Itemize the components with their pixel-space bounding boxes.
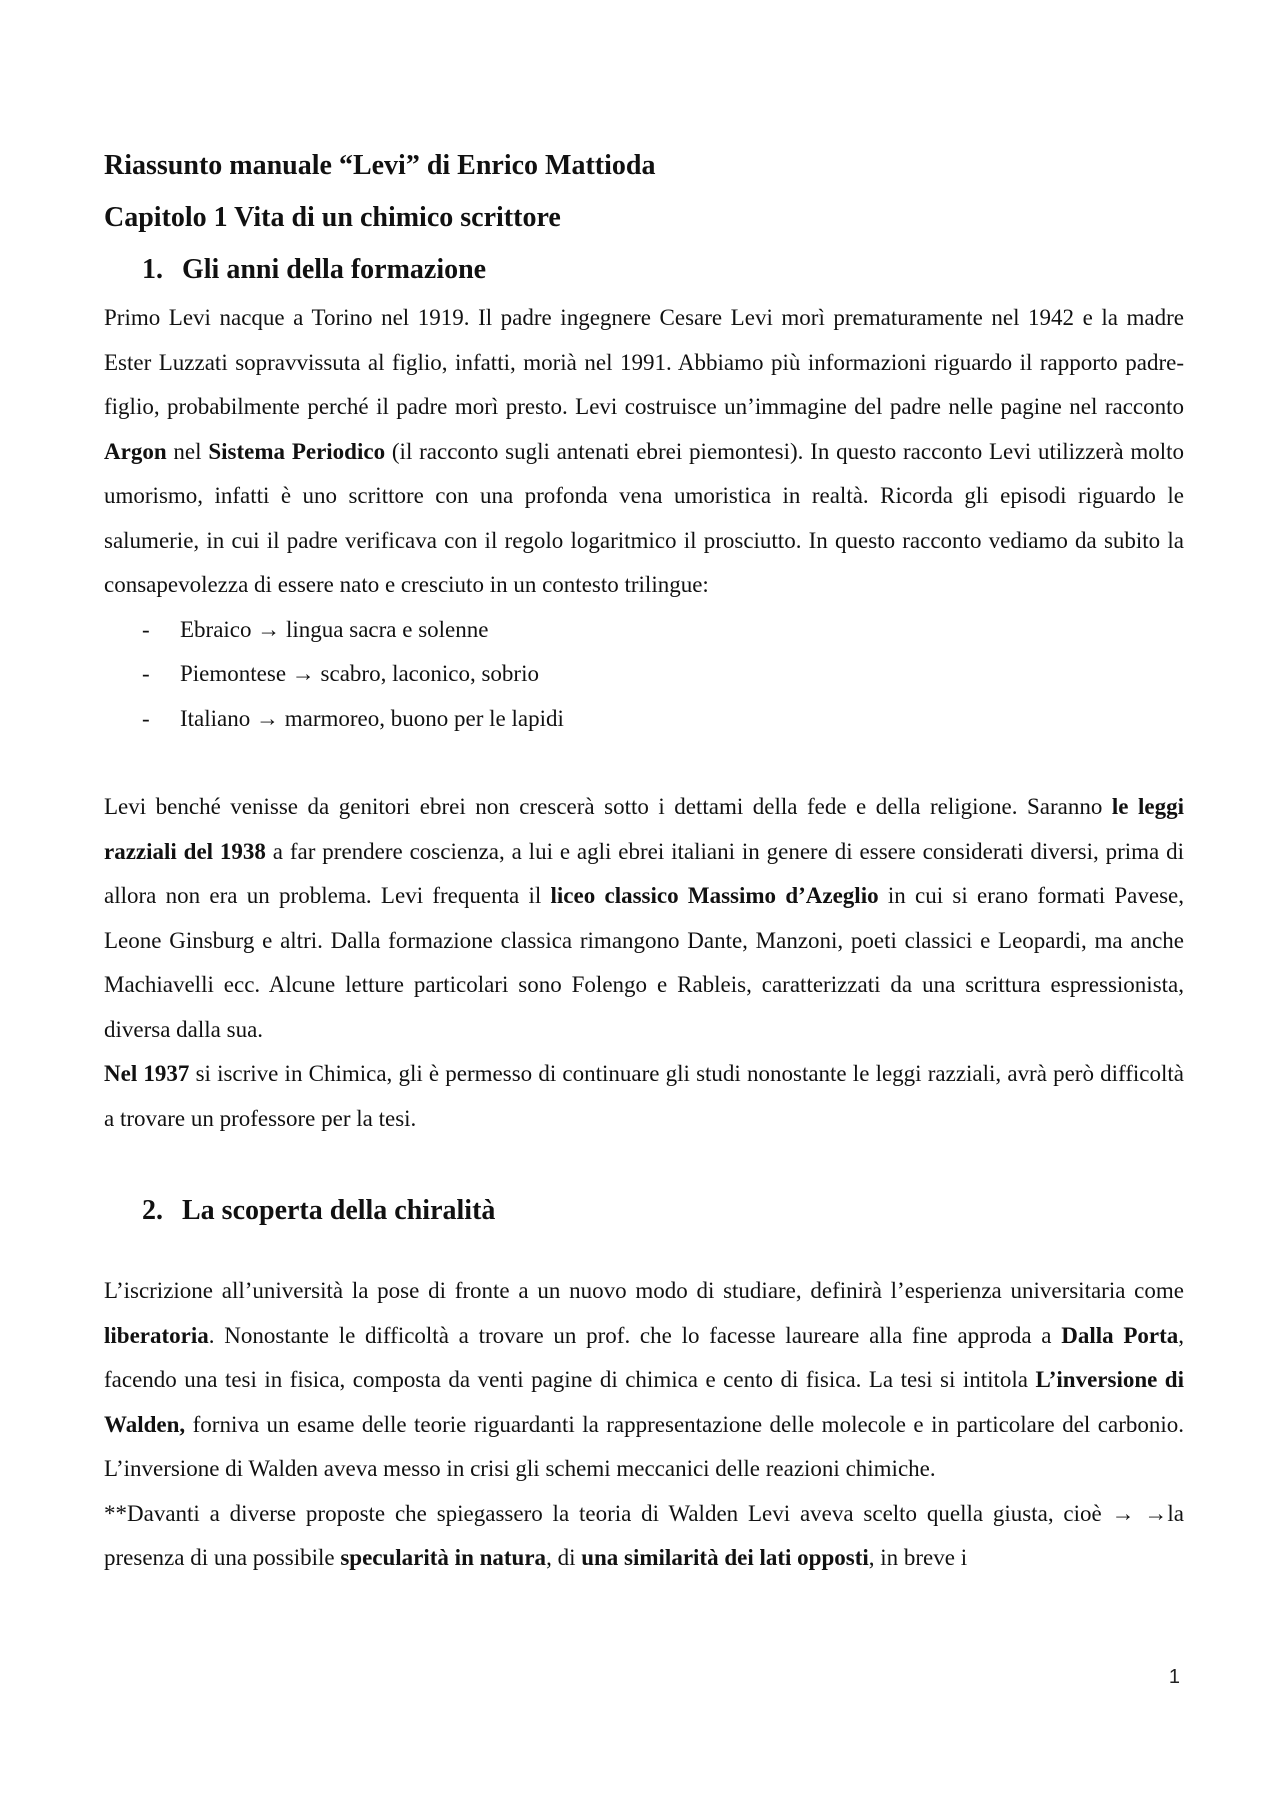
paragraph (104, 1492, 1184, 1581)
text-run: , facendo una tesi in fisica, composta da venti pagine di chimica e cento di fisica. La tesi si intitola (104, 1322, 1185, 1392)
text-run: (il racconto sugli antenati ebrei piemontesi). In questo racconto Levi utilizzerà molto umorismo, infatti è uno scrittore con una profonda vena umoristica in realtà. Ricorda gli episodi riguardo le salumerie, in cui il padre verificava con il regolo logaritmico il prosciutto. In questo racconto vediamo da subito la consapevolezza di essere nato e cresciuto in un contesto trilingue: (104, 438, 1185, 597)
list-item-text: Ebraico → lingua sacra e solenne (180, 616, 489, 642)
document-body (104, 140, 1184, 1581)
bold-run: liberatoria (104, 1322, 209, 1348)
text-run: Primo Levi nacque a Torino nel 1919. Il padre ingegnere Cesare Levi morì prematuramente nel 1942 e la madre Ester Luzzati sopravvissuta al figlio, infatti, morià nel 1991. Abbiamo più informazioni riguardo il rapporto padre-figlio, probabilmente perché il padre morì presto. Levi costruisce un’immagine del padre nelle pagine nel racconto (104, 305, 1184, 419)
text-run: si iscrive in Chimica, gli è permesso di continuare gli studi nonostante le leggi razziali, avrà però difficoltà a trovare un professore per la tesi. (104, 1061, 1184, 1131)
language-list (104, 608, 1184, 742)
dash-bullet: - (142, 616, 150, 642)
section-title: La scoperta della chiralità (182, 1195, 496, 1226)
section-heading-2 (142, 1185, 1184, 1237)
text-run: Levi benché venisse da genitori ebrei non crescerà sotto i dettami della fede e della religione. Saranno (104, 794, 1112, 819)
paragraph (104, 296, 1184, 608)
bold-run: L’inversione di Walden, (104, 1367, 1184, 1437)
dash-bullet: - (142, 705, 150, 731)
text-run: , in breve i (868, 1545, 968, 1570)
paragraph (104, 785, 1184, 1052)
bold-run: specularità in natura (340, 1545, 547, 1570)
bold-run: Argon (104, 438, 167, 464)
bold-run: Dalla Porta (1061, 1322, 1179, 1348)
text-run: **Davanti a diverse proposte che spiegassero la teoria di Walden Levi aveva scelto quella giusta, cioè → →la presenza di una possibile (104, 1500, 1184, 1570)
dash-bullet: - (142, 661, 150, 686)
list-item (104, 652, 1184, 697)
bold-run: liceo classico Massimo d’Azeglio (550, 883, 879, 908)
list-item-text: Italiano → marmoreo, buono per le lapidi (180, 705, 564, 731)
paragraph (104, 1052, 1184, 1141)
chapter-title: Capitolo 1 Vita di un chimico scrittore (104, 202, 561, 233)
spacer (104, 741, 1184, 785)
text-run: nel (166, 438, 209, 464)
spacer (104, 1237, 1184, 1269)
section-number: 2. (142, 1195, 163, 1226)
text-run: . Nonostante le difficoltà a trovare un prof. che lo facesse laureare alla fine approda a (208, 1322, 1062, 1348)
text-run: a far prendere coscienza, a lui e agli ebrei italiani in genere di essere considerati diversi, prima di allora non era un problema. Levi frequenta il (104, 838, 1184, 908)
bold-run: Sistema Periodico (208, 438, 386, 464)
list-item (104, 697, 1184, 742)
text-run: , di (546, 1545, 582, 1570)
section-heading-1 (142, 244, 1184, 296)
section-number: 1. (142, 254, 163, 285)
text-run: L’iscrizione all’università la pose di fronte a un nuovo modo di studiare, definirà l’esperienza universitaria come (104, 1278, 1184, 1303)
spacer (104, 1141, 1184, 1185)
text-run: forniva un esame delle teorie riguardanti la rappresentazione delle molecole e in particolare del carbonio. L’inversione di Walden aveva messo in crisi gli schemi meccanici delle reazioni chimiche. (104, 1411, 1184, 1481)
bold-run: Nel 1937 (104, 1061, 190, 1086)
list-item-text: Piemontese → scabro, laconico, sobrio (180, 661, 539, 686)
page-number: 1 (1168, 1666, 1180, 1688)
text-run: in cui si erano formati Pavese, Leone Ginsburg e altri. Dalla formazione classica rimangono Dante, Manzoni, poeti classici e Leopardi, ma anche Machiavelli ecc. Alcune letture particolari sono Folengo e Rableis, caratterizzati da una scrittura espressionista, diversa dalla sua. (104, 883, 1184, 1042)
list-item (104, 608, 1184, 653)
bold-run: le leggi razziali del 1938 (104, 794, 1184, 864)
document-title: Riassunto manuale “Levi” di Enrico Mattioda (104, 150, 656, 181)
paragraph (104, 1269, 1184, 1492)
bold-run: una similarità dei lati opposti (581, 1545, 869, 1570)
section-title: Gli anni della formazione (182, 254, 487, 285)
